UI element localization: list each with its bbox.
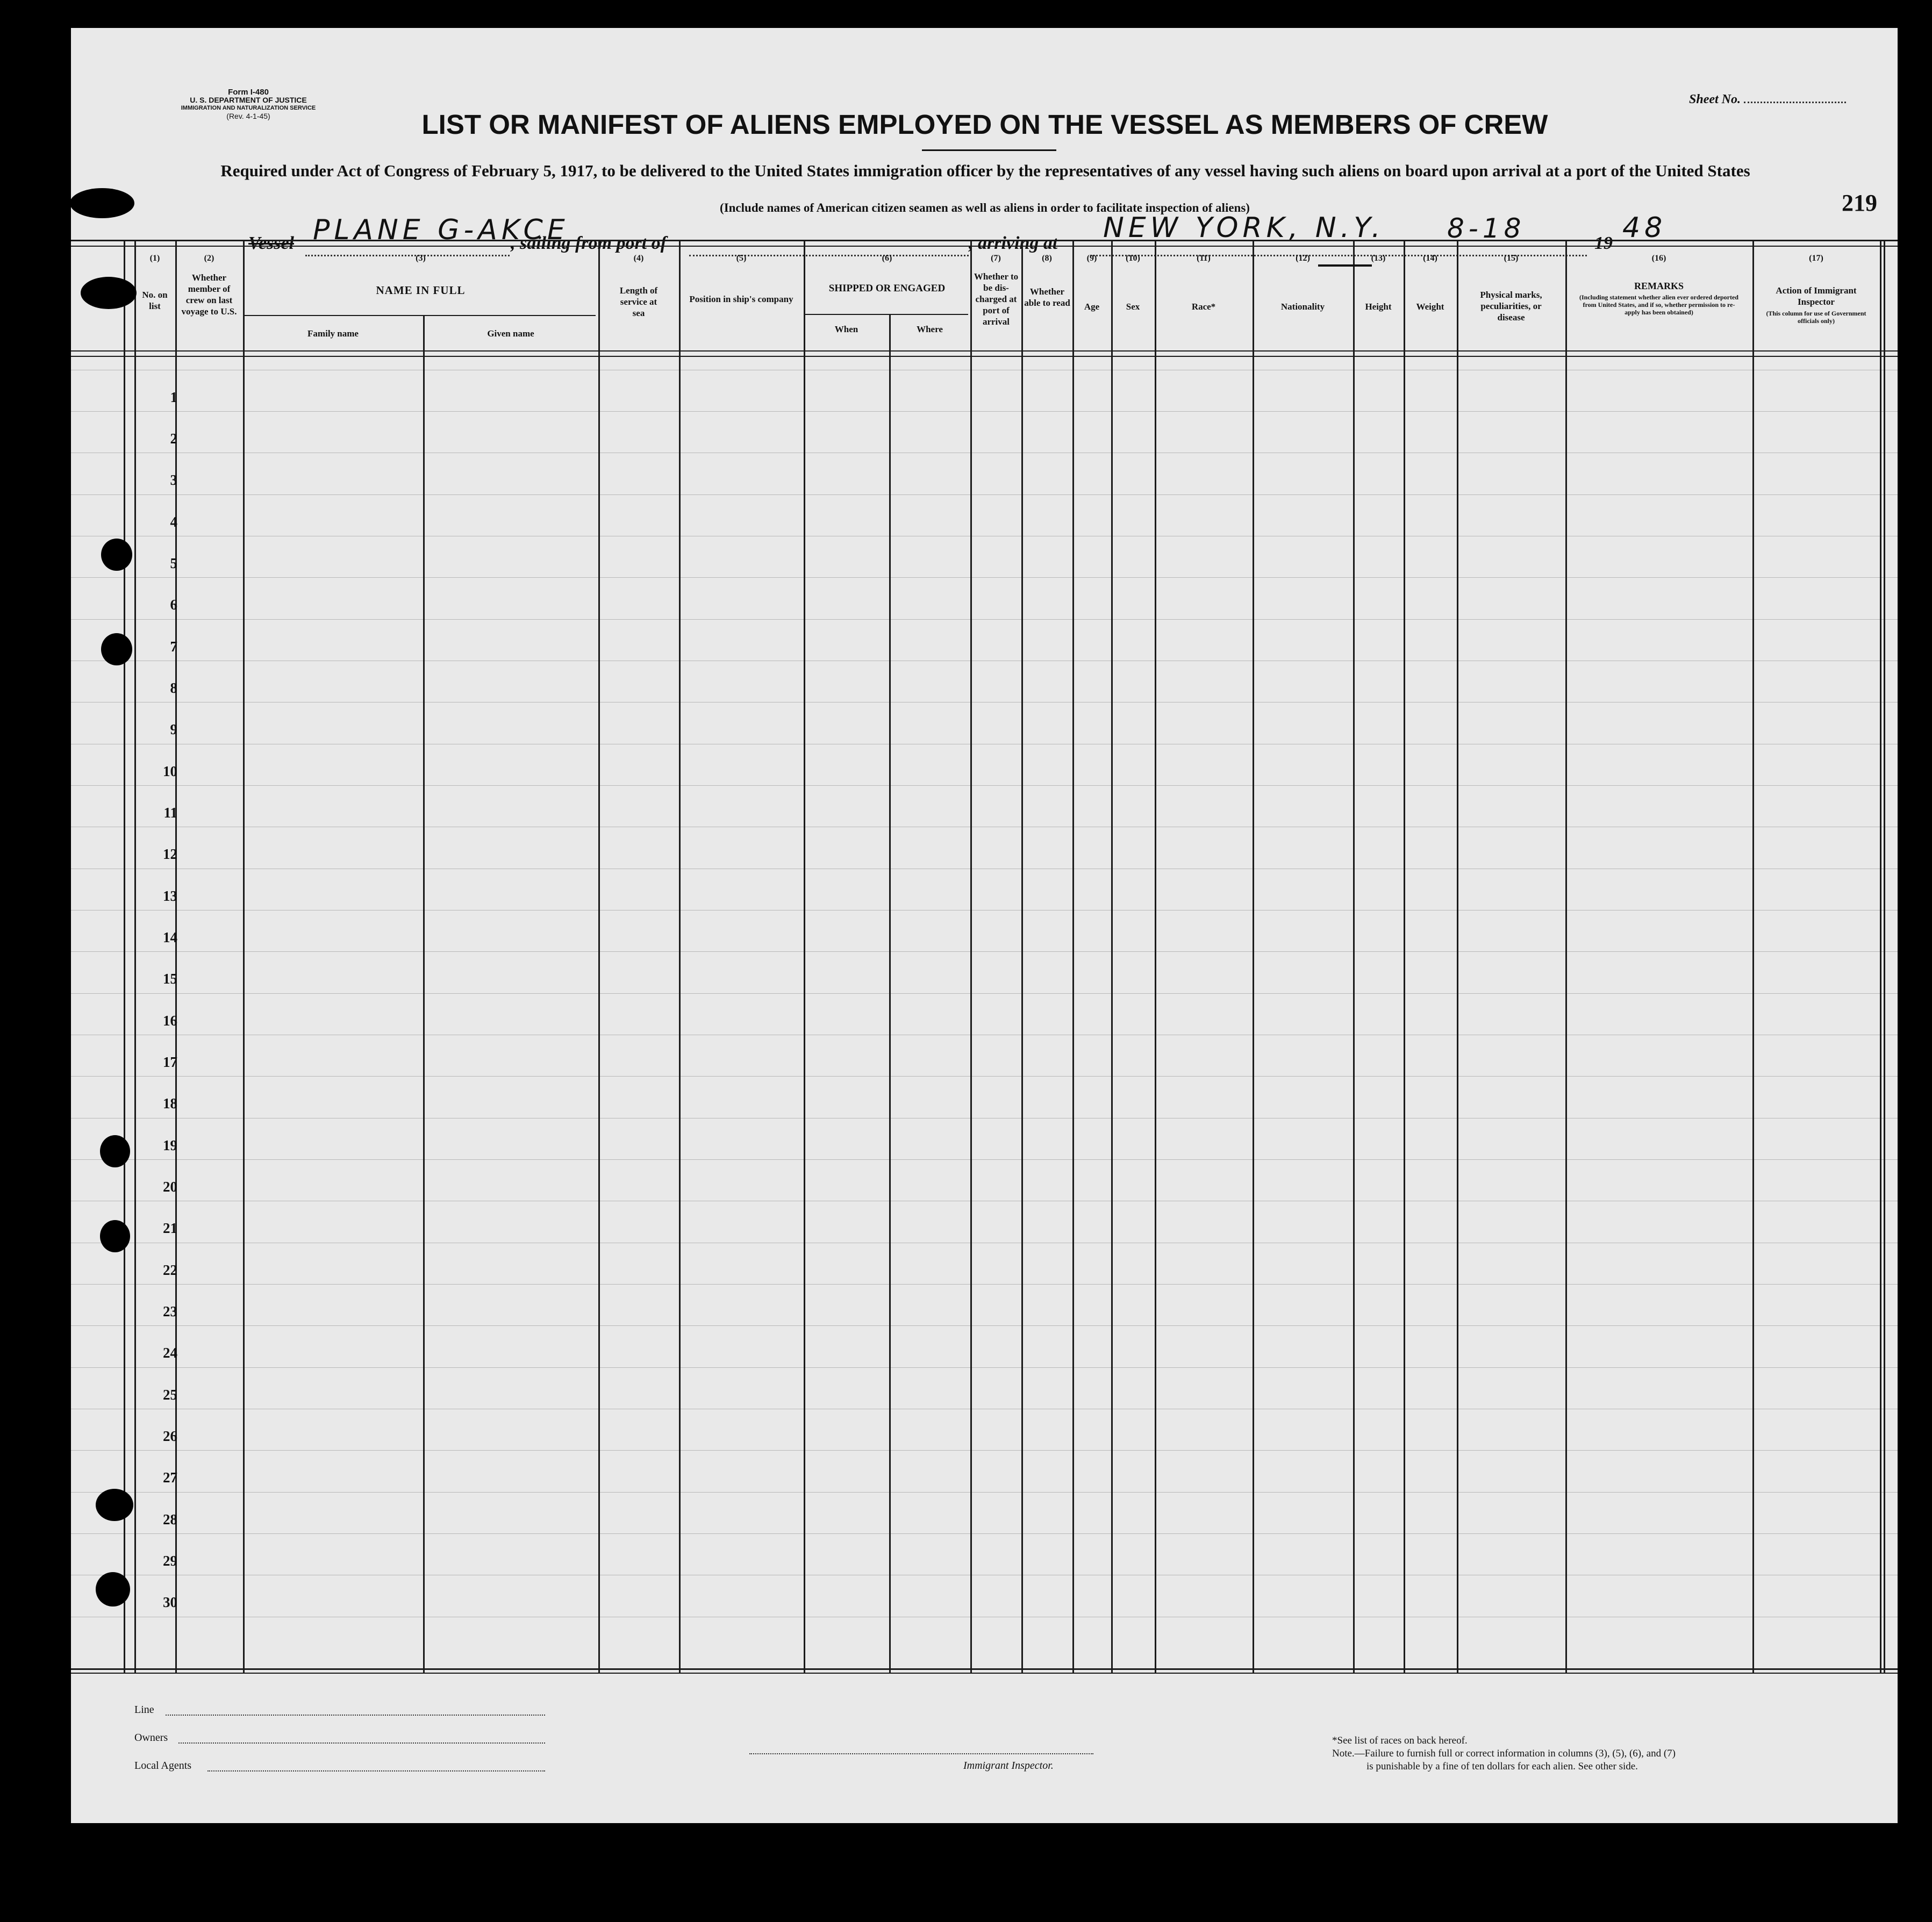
footer-agents-label: Local Agents — [134, 1760, 192, 1772]
row-number: 24 — [163, 1345, 177, 1361]
footer-owners — [134, 1732, 168, 1744]
punch-hole — [70, 188, 134, 218]
col9-header: Age — [1084, 302, 1100, 312]
col14-number: (14) — [1423, 254, 1437, 263]
row-number: 20 — [163, 1179, 177, 1195]
punch-hole — [96, 1572, 130, 1607]
form-number: Form I-480 — [228, 88, 269, 97]
punch-hole — [81, 277, 137, 309]
year-prefix: 19 — [1594, 233, 1613, 253]
punch-hole — [100, 1135, 130, 1167]
punch-hole — [96, 1489, 133, 1521]
manifest-sheet — [71, 28, 1898, 1823]
row-number: 27 — [163, 1469, 177, 1486]
page-number: 219 — [1842, 190, 1877, 216]
col2-number: (2) — [204, 254, 214, 263]
col3-family-name: Family name — [307, 328, 359, 339]
footer-owners-label: Owners — [134, 1732, 168, 1744]
col17-number: (17) — [1809, 254, 1823, 263]
col6-number: (6) — [882, 254, 892, 263]
row-number: 22 — [163, 1262, 177, 1278]
row-number: 2 — [170, 431, 177, 447]
col3-header: NAME IN FULL — [376, 284, 466, 297]
row-number: 19 — [163, 1137, 177, 1153]
row-number: 17 — [163, 1054, 177, 1070]
row-number: 1 — [170, 389, 177, 405]
service: IMMIGRATION AND NATURALIZATION SERVICE — [181, 105, 316, 111]
col5-number: (5) — [736, 254, 747, 263]
col1-number: (1) — [149, 254, 160, 263]
col9-number: (9) — [1086, 254, 1097, 263]
col7-number: (7) — [991, 254, 1001, 263]
col10-header: Sex — [1126, 302, 1140, 312]
footer-agents — [134, 1760, 191, 1772]
col15-number: (15) — [1504, 254, 1519, 263]
col12-number: (12) — [1296, 254, 1310, 263]
row-number: 29 — [163, 1553, 177, 1569]
col3-given-name: Given name — [487, 328, 534, 339]
col16-note: (Including statement whether alien ever ordered deported from United States, and if so, whether permission to re-apply has been obtained) — [1579, 293, 1738, 316]
row-number: 3 — [170, 472, 177, 488]
col2-header: Whether member of crew on last voyage to U.S. — [181, 272, 237, 317]
inspector-label: Immigrant Inspector. — [963, 1760, 1054, 1772]
col14-header: Weight — [1416, 302, 1444, 312]
vessel-line — [248, 211, 1861, 259]
page-subtitle: Required under Act of Congress of February 5, 1917, to be delivered to the United States immigration officer by the representatives of any vessel having such aliens on board upon arrival at a port of the United States — [220, 161, 1750, 180]
row-number: 26 — [163, 1428, 177, 1444]
row-number: 25 — [163, 1387, 177, 1403]
sheet-number-label: Sheet No. — [1689, 92, 1741, 106]
col15-header: Physical marks, peculiarities, or disease — [1480, 290, 1542, 322]
revision: (Rev. 4-1-45) — [226, 112, 270, 120]
col13-number: (13) — [1371, 254, 1386, 263]
department: U. S. DEPARTMENT OF JUSTICE — [190, 96, 307, 104]
col13-header: Height — [1365, 302, 1392, 312]
col17-header: Action of Immigrant Inspector — [1776, 285, 1857, 307]
row-number: 6 — [170, 597, 177, 613]
row-number: 8 — [170, 680, 177, 696]
footer-line — [134, 1704, 154, 1716]
col3-number: (3) — [416, 254, 426, 263]
col8-number: (8) — [1042, 254, 1052, 263]
note-line: (Include names of American citizen seamen as well as aliens in order to facilitate inspection of aliens) — [720, 201, 1250, 214]
col4-header: Length of service at sea — [619, 285, 658, 318]
row-number: 15 — [163, 971, 177, 987]
col6-when: When — [834, 324, 858, 334]
arriving-port: NEW YORK, N.Y. — [1103, 212, 1385, 244]
row-number: 18 — [163, 1095, 177, 1111]
row-number: 4 — [170, 514, 177, 530]
form-block — [173, 88, 324, 120]
row-number: 30 — [163, 1594, 177, 1610]
col16-number: (16) — [1651, 254, 1666, 263]
row-number: 11 — [163, 805, 177, 821]
row-number: 28 — [163, 1511, 177, 1527]
row-number: 5 — [170, 555, 177, 571]
arrival-date: 8-18 — [1447, 213, 1526, 244]
col1-header: No. on list — [142, 290, 168, 311]
punch-hole — [101, 539, 132, 571]
col17-note: (This column for use of Government officials only) — [1766, 310, 1866, 325]
row-number: 10 — [163, 763, 177, 779]
col11-header: Race* — [1191, 302, 1216, 312]
footer-line-label: Line — [134, 1704, 154, 1716]
row-number: 9 — [170, 721, 177, 737]
row-number: 7 — [170, 639, 177, 655]
races-note: *See list of races on back hereof. — [1332, 1735, 1468, 1746]
col11-number: (11) — [1197, 254, 1211, 263]
page-title: LIST OR MANIFEST OF ALIENS EMPLOYED ON THE VESSEL AS MEMBERS OF CREW — [421, 109, 1548, 140]
arriving-label: , arriving at — [969, 233, 1058, 253]
penalty-note-1: Note.—Failure to furnish full or correct information in columns (3), (5), (6), and (7) — [1332, 1748, 1676, 1759]
col16-header: REMARKS — [1634, 281, 1684, 291]
row-number: 12 — [163, 846, 177, 862]
vessel-label: Vessel — [248, 233, 294, 253]
col8-header: Whether able to read — [1024, 286, 1070, 308]
col4-number: (4) — [633, 254, 644, 263]
row-number: 14 — [163, 929, 177, 945]
row-number: 23 — [163, 1303, 177, 1319]
vessel-name: PLANE G-AKCE — [313, 214, 569, 246]
col10-number: (10) — [1126, 254, 1140, 263]
row-number: 16 — [163, 1013, 177, 1029]
sailing-label: , sailing from port of — [511, 233, 667, 253]
col6-header: SHIPPED OR ENGAGED — [828, 283, 946, 294]
col6-where: Where — [917, 324, 943, 334]
row-number: 13 — [163, 888, 177, 904]
col7-header: Whether to be dis-charged at port of arrival — [974, 271, 1019, 327]
punch-hole — [100, 1220, 130, 1252]
col12-header: Nationality — [1280, 302, 1325, 312]
row-number: 21 — [163, 1220, 177, 1236]
arrival-year: 48 — [1622, 212, 1667, 244]
sheet-number — [1689, 92, 1846, 107]
col5-header: Position in ship's company — [689, 294, 793, 304]
punch-hole — [101, 633, 132, 665]
penalty-note-2: is punishable by a fine of ten dollars for each alien. See other side. — [1366, 1761, 1638, 1772]
